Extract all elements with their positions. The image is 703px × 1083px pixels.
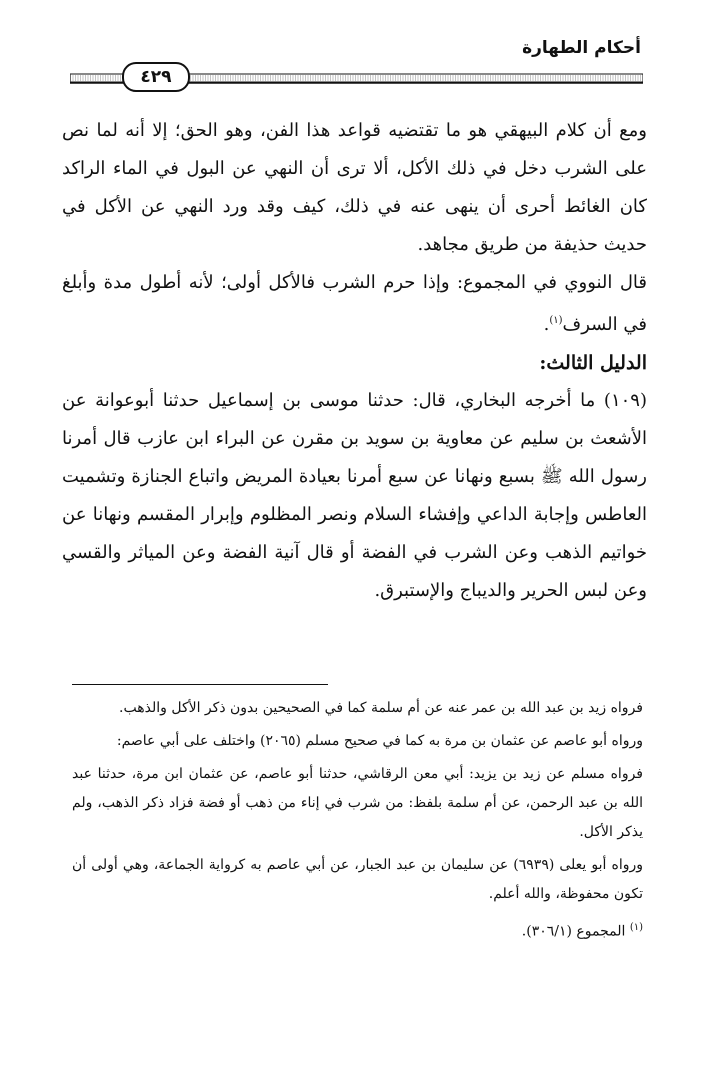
footnote-1 <box>72 913 643 947</box>
running-title: أحكام الطهارة <box>522 38 641 58</box>
footnotes <box>72 694 643 951</box>
paragraph-1: ومع أن كلام البيهقي هو ما تقتضيه قواعد هذا الفن، وهو الحق؛ إلا أنه لما نص على الشرب دخل في ذلك الأكل، ألا ترى أن النهي عن البول في الماء الراكد كان الغائط أحرى أن ينهى عنه في ذلك، كيف وقد ورد النهي عن الأكل في حديث حذيفة من طريق مجاهد. <box>62 120 647 255</box>
footnote-marker: (١) <box>629 922 643 933</box>
footnote-line-1: فرواه زيد بن عبد الله بن عمر عنه عن أم سلمة كما في الصحيحين بدون ذكر الأكل والذهب. <box>119 700 643 716</box>
page-number-badge: ٤٢٩ <box>122 62 190 92</box>
paragraph-2-text: قال النووي في المجموع: وإذا حرم الشرب فالأكل أولى؛ لأنه أطول مدة وأبلغ في السرف <box>62 272 647 335</box>
body-text <box>62 112 647 610</box>
footnote-line-4: ورواه أبو يعلى (٦٩٣٩) عن سليمان بن عبد الجبار، عن أبي عاصم به كرواية الجماعة، وهي أولى أن تكون محفوظة، والله أعلم. <box>72 857 643 902</box>
hadith-paragraph: (١٠٩) ما أخرجه البخاري، قال: حدثنا موسى بن إسماعيل حدثنا أبوعوانة عن الأشعث بن سليم عن معاوية بن سويد بن مقرن عن البراء ابن عازب قال أمرنا رسول الله ﷺ بسبع ونهانا عن سبع أمرنا بعيادة المريض واتباع الجنازة وتشميت العاطس وإجابة الداعي وإفشاء السلام ونصر المظلوم وإبرار المقسم ونهانا عن خواتيم الذهب وعن الشرب في الفضة أو قال آنية الفضة وعن المياثر والقسي وعن لبس الحرير والديباج والإستبرق. <box>62 390 647 601</box>
footnote-1-text: المجموع (٣٠٦/١). <box>521 923 630 940</box>
paragraph-2 <box>62 264 647 344</box>
footnote-line-2: ورواه أبو عاصم عن عثمان بن مرة به كما في صحيح مسلم (٢٠٦٥) واختلف على أبي عاصم: <box>116 733 643 749</box>
section-heading: الدليل الثالث: <box>539 352 647 374</box>
footnote-ref: (١) <box>549 315 563 326</box>
paragraph-2-end: . <box>543 314 550 335</box>
footnote-line-3: فرواه مسلم عن زيد بن يزيد: أبي معن الرقاشي، حدثنا أبو عاصم، عن عثمان ابن مرة، حدثنا عبد الله بن عبد الرحمن، عن أم سلمة بلفظ: من شرب في إناء من ذهب أو فضة فزاد ذكر الذهب، ولم يذكر الأكل. <box>72 766 643 840</box>
footnote-separator <box>72 684 328 685</box>
